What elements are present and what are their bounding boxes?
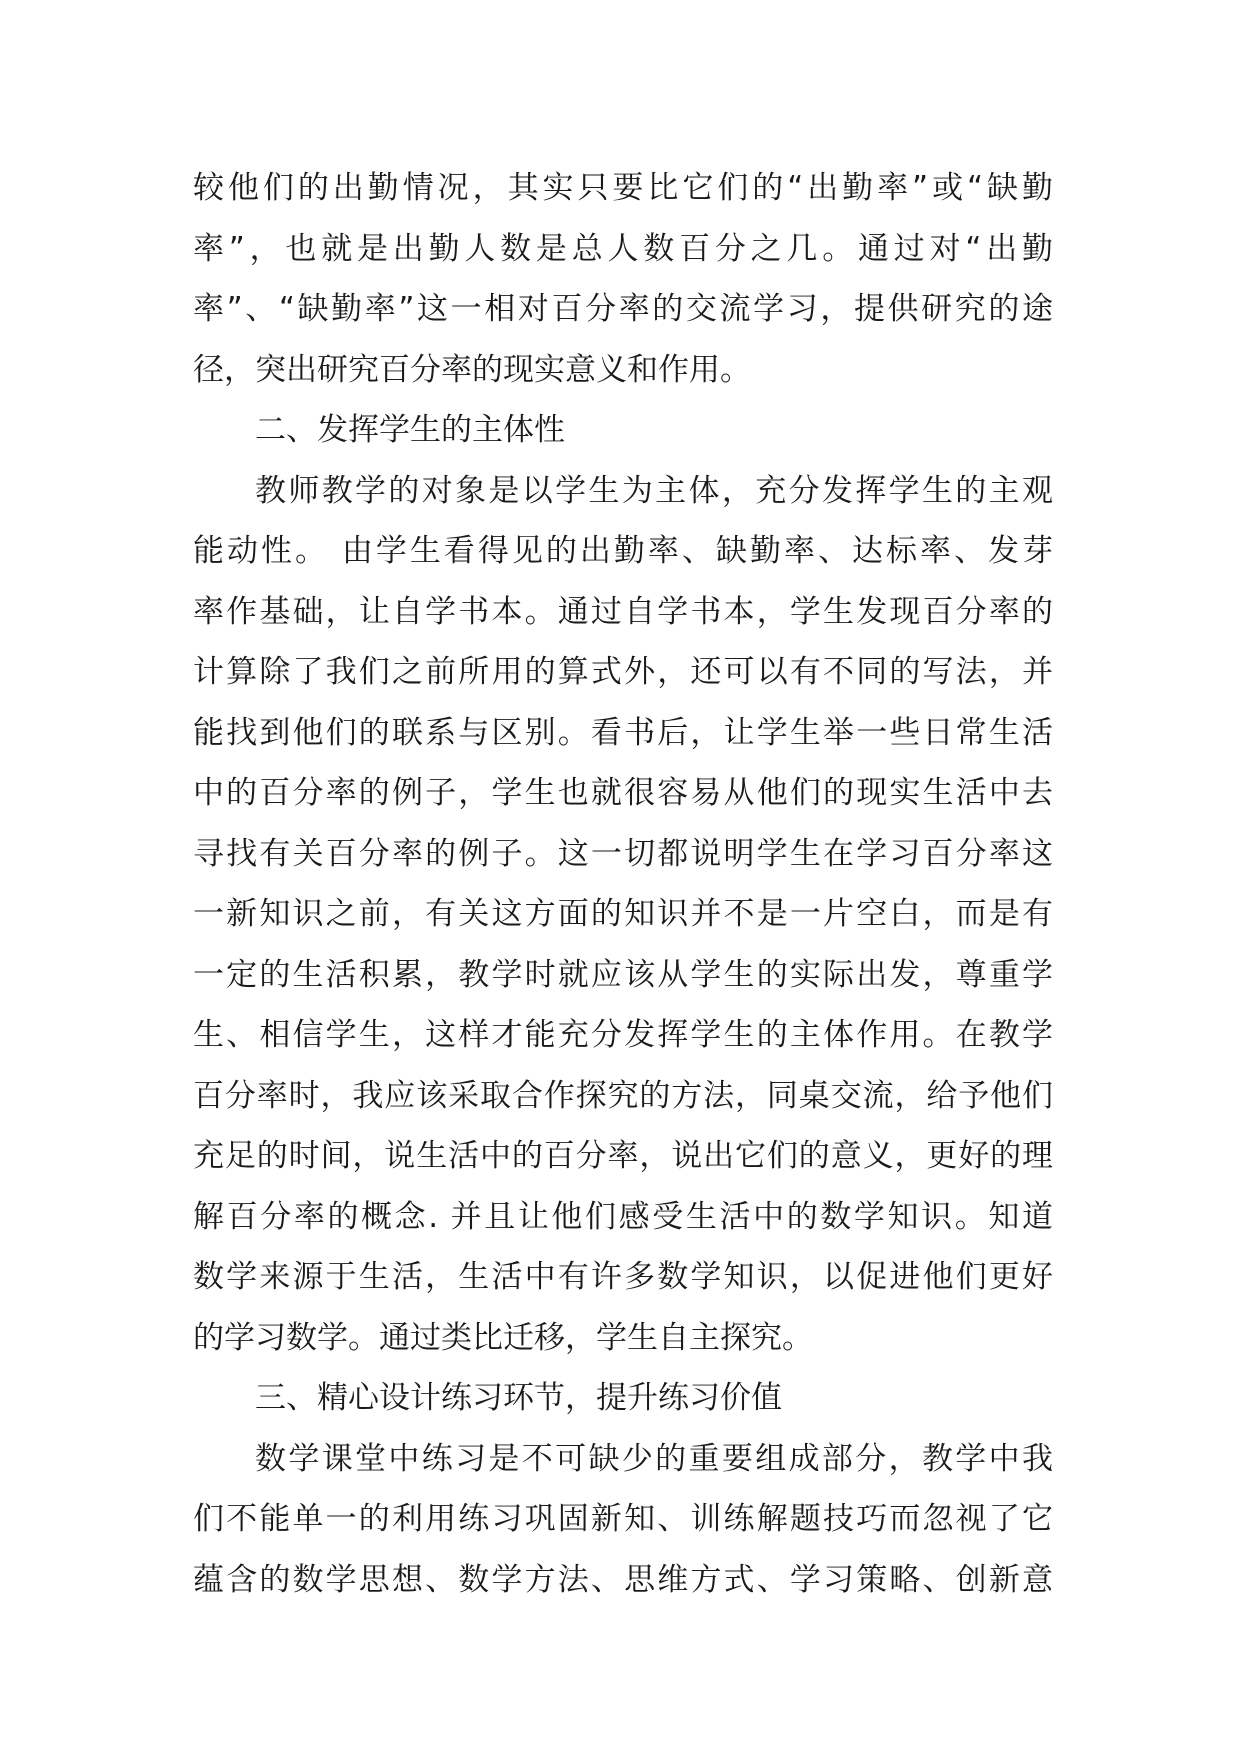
document-body — [193, 158, 1053, 1610]
body-text-line: 较他们的出勤情况，其实只要比它们的“出勤率”或“缺勤 — [193, 170, 1053, 206]
body-text-line: 们不能单一的利用练习巩固新知、训练解题技巧而忽视了它 — [193, 1501, 1053, 1537]
body-text-line: 率作基础，让自学书本。通过自学书本，学生发现百分率的 — [193, 593, 1053, 630]
body-text-line: 率”、“缺勤率”这一相对百分率的交流学习，提供研究的途 — [193, 291, 1053, 327]
paragraph-first-line: 数学课堂中练习是不可缺少的重要组成部分，教学中我 — [255, 1440, 1053, 1477]
body-text-line: 百分率时，我应该采取合作探究的方法，同桌交流，给予他们 — [193, 1077, 1053, 1114]
body-text-line: 生、相信学生，这样才能充分发挥学生的主体作用。在教学 — [193, 1017, 1053, 1053]
section-heading-3: 三、精心设计练习环节，提升练习价值 — [255, 1380, 782, 1416]
body-text-line: 中的百分率的例子，学生也就很容易从他们的现实生活中去 — [193, 775, 1053, 811]
body-text-line: 充足的时间，说生活中的百分率，说出它们的意义，更好的理 — [193, 1138, 1053, 1174]
body-text-line: 一定的生活积累，教学时就应该从学生的实际出发，尊重学 — [193, 956, 1053, 993]
body-text-line: 蕴含的数学思想、数学方法、思维方式、学习策略、创新意 — [193, 1561, 1053, 1598]
body-text-line: 率”，也就是出勤人数是总人数百分之几。通过对“出勤 — [193, 230, 1053, 267]
body-text-line: 寻找有关百分率的例子。这一切都说明学生在学习百分率这 — [193, 835, 1053, 872]
body-text-line: 解百分率的概念. 并且让他们感受生活中的数学知识。知道 — [193, 1198, 1053, 1235]
body-text-line: 能动性。 由学生看得见的出勤率、缺勤率、达标率、发芽 — [193, 533, 1053, 569]
body-text-line: 计算除了我们之前所用的算式外，还可以有不同的写法，并 — [193, 654, 1053, 690]
body-text-line: 的学习数学。通过类比迁移，学生自主探究。 — [193, 1319, 813, 1356]
body-text-line: 径，突出研究百分率的现实意义和作用。 — [193, 351, 751, 388]
paragraph-first-line: 教师教学的对象是以学生为主体，充分发挥学生的主观 — [255, 472, 1053, 509]
body-text-line: 数学来源于生活，生活中有许多数学知识，以促进他们更好 — [193, 1259, 1053, 1295]
body-text-line: 能找到他们的联系与区别。看书后，让学生举一些日常生活 — [193, 714, 1053, 751]
body-text-line: 一新知识之前，有关这方面的知识并不是一片空白，而是有 — [193, 896, 1053, 932]
section-heading-2: 二、发挥学生的主体性 — [255, 412, 565, 448]
